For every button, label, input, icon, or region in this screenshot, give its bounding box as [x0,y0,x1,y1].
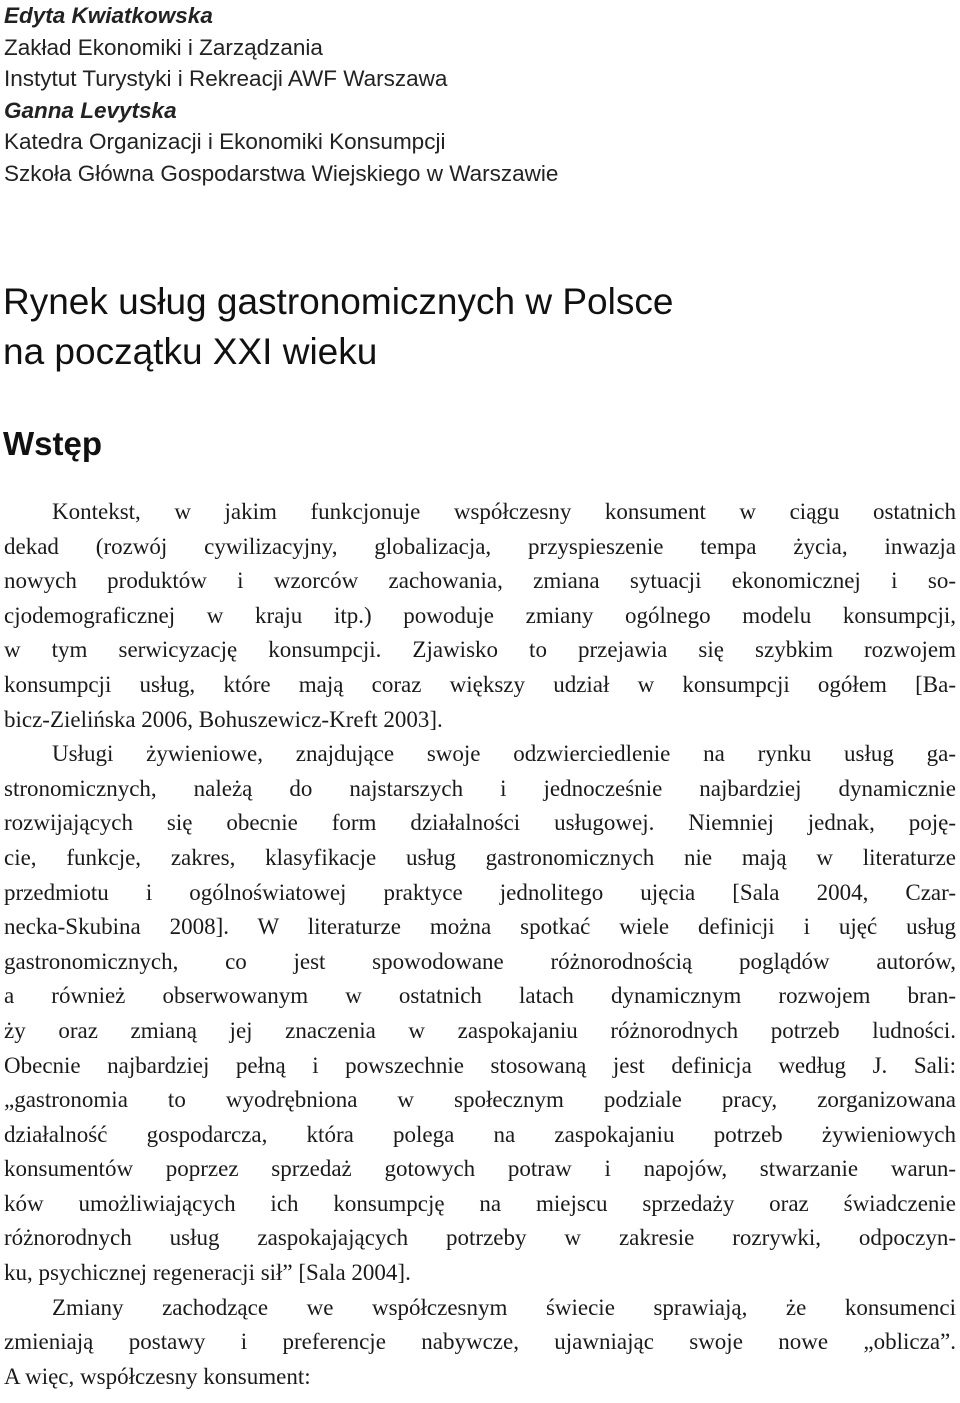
text-line: rozwijających się obecnie form działalności usługowej. Niemniej jednak, poję- [4,810,956,836]
text-line: dekad (rozwój cywilizacyjny, globalizacja, przyspieszenie tempa życia, inwazja [4,533,956,559]
text-line: konsumpcji usług, które mają coraz większy udział w konsumpcji ogółem [Ba- [4,671,956,697]
text-line: ków umożliwiających ich konsumpcję na miejscu sprzedaży oraz świadczenie [4,1190,956,1216]
text-line: a również obserwowanym w ostatnich latach dynamicznym rozwojem bran- [4,983,956,1009]
text-line: Obecnie najbardziej pełną i powszechnie stosowaną jest definicja według J. Sali: [4,1052,956,1078]
text-line: działalność gospodarcza, która polega na zaspokajaniu potrzeb żywieniowych [4,1121,956,1147]
text-line: przedmiotu i ogólnoświatowej praktyce jednolitego ujęcia [Sala 2004, Czar- [4,879,956,905]
text-line: w tym serwicyzację konsumpcji. Zjawisko to przejawia się szybkim rozwojem [4,637,956,663]
author-affiliation: Zakład Ekonomiki i Zarządzania [4,34,323,60]
text-line: cjodemograficznej w kraju itp.) powoduje zmiany ogólnego modelu konsumpcji, [4,602,956,628]
text-line: nowych produktów i wzorców zachowania, zmiana sytuacji ekonomicznej i so- [4,568,956,594]
paper-title-line: Rynek usług gastronomicznych w Polsce [3,281,674,322]
text-line: konsumentów poprzez sprzedaż gotowych potraw i napojów, stwarzanie warun- [4,1156,956,1182]
author-block [4,0,558,189]
text-line: zmieniają postawy i preferencje nabywcze, ujawniając swoje nowe „oblicza”. [4,1329,956,1355]
author-affiliation: Katedra Organizacji i Ekonomiki Konsumpcji [4,129,446,154]
text-line: bicz-Zielińska 2006, Bohuszewicz-Kreft 2003]. [4,706,443,732]
paper-title-line: na początku XXI wieku [3,331,378,372]
text-line: różnorodnych usług zaspokajających potrzeby w zakresie rozrywki, odpoczyn- [4,1225,956,1251]
text-line: gastronomicznych, co jest spowodowane różnorodnością poglądów autorów, [4,948,956,974]
author-affiliation: Szkoła Główna Gospodarstwa Wiejskiego w Warszawie [4,160,559,186]
paper-title [3,277,673,377]
text-line: ku, psychicznej regeneracji sił” [Sala 2004]. [4,1260,411,1286]
text-line: Usługi żywieniowe, znajdujące swoje odzwierciedlenie na rynku usług ga- [52,741,956,767]
text-line: „gastronomia to wyodrębniona w społecznym podziale pracy, zorganizowana [4,1087,956,1113]
text-line: Kontekst, w jakim funkcjonuje współczesny konsument w ciągu ostatnich [52,499,956,524]
text-line: stronomicznych, należą do najstarszych i jednocześnie najbardziej dynamicznie [4,775,956,801]
body-text [4,495,956,1394]
author-name: Edyta Kwiatkowska [4,3,213,28]
author-name: Ganna Levytska [4,97,177,123]
text-line: necka-Skubina 2008]. W literaturze można spotkać wiele definicji i ujęć usług [4,914,956,940]
text-line: A więc, współczesny konsument: [4,1363,311,1389]
text-line: ży oraz zmianą jej znaczenia w zaspokajaniu różnorodnych potrzeb ludności. [4,1017,956,1043]
author-affiliation: Instytut Turystyki i Rekreacji AWF Warszawa [4,66,448,91]
section-heading: Wstęp [3,425,102,462]
text-line: cie, funkcje, zakres, klasyfikacje usług gastronomicznych nie mają w literaturze [4,844,956,870]
text-line: Zmiany zachodzące we współczesnym świecie sprawiają, że konsumenci [52,1294,956,1320]
